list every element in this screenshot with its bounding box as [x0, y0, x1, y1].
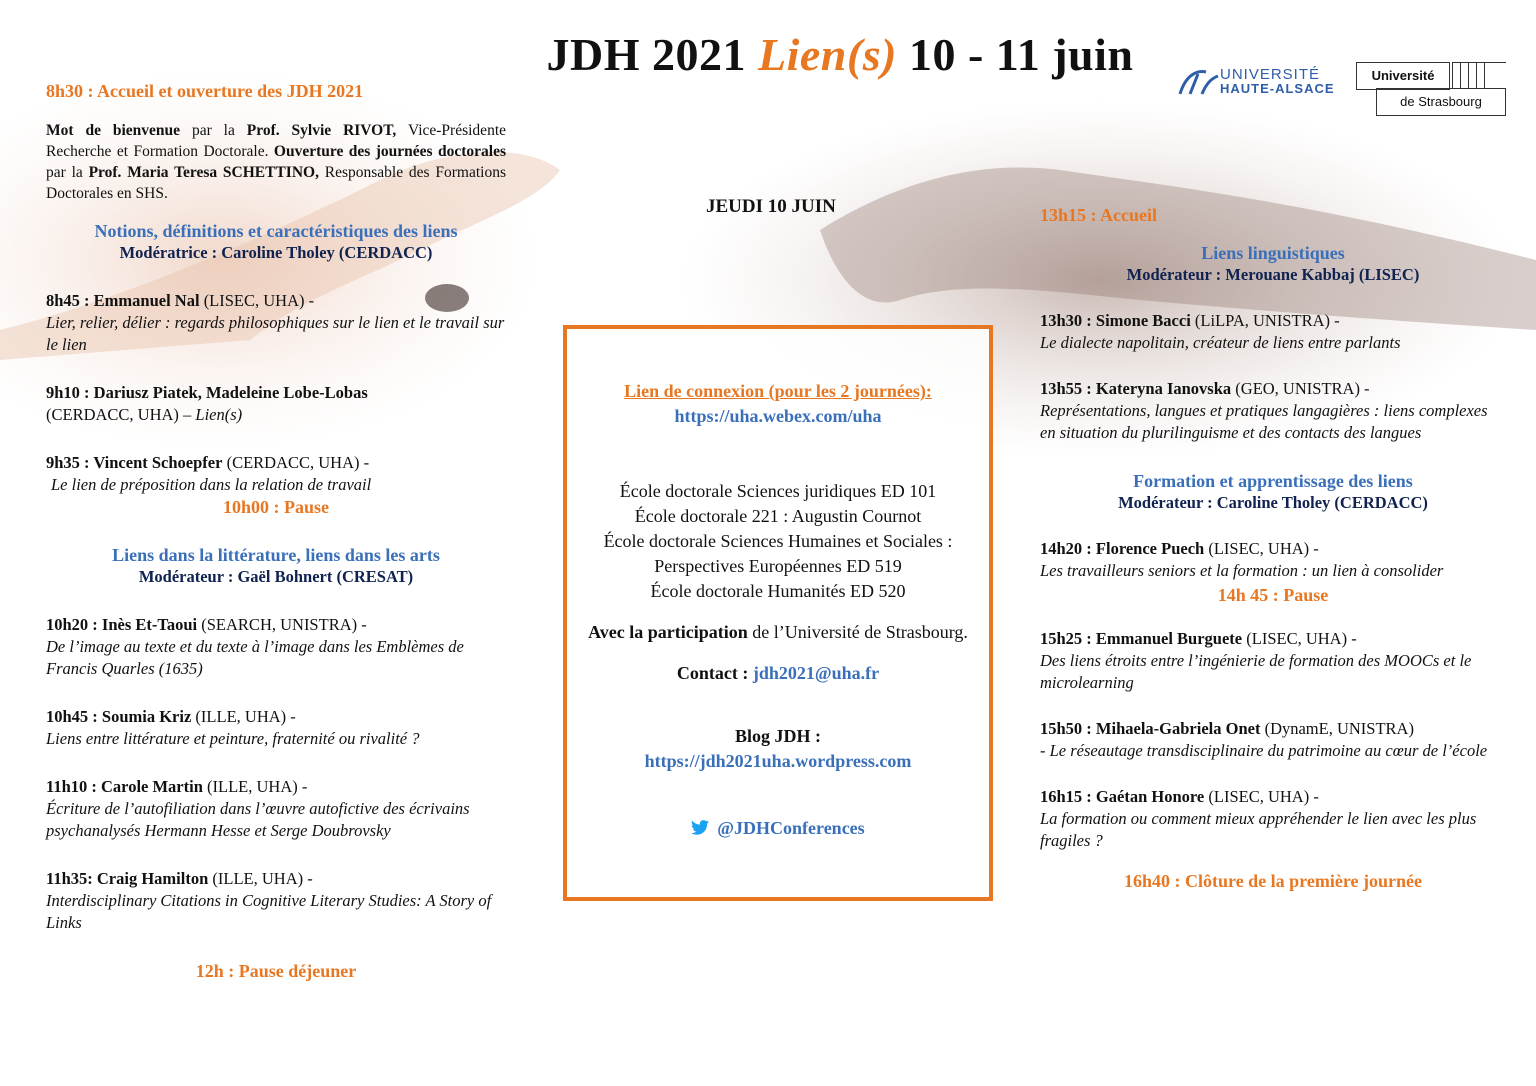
talk-item: 8h45 : Emmanuel Nal (LISEC, UHA) - Lier, relier, délier : regards philosophiques sur le lien et le travail sur le lien — [46, 291, 505, 354]
pause-slot: 10h00 : Pause — [222, 497, 329, 517]
session-moderator: Modérateur : Merouane Kabbaj (LISEC) — [1126, 265, 1420, 284]
right-column-program — [1040, 204, 1506, 892]
talk-item: 11h35: Craig Hamilton (ILLE, UHA) - Interdisciplinary Citations in Cognitive Literary Studies: A Story of Links — [46, 869, 492, 932]
session-title: Liens dans la littérature, liens dans les arts — [112, 545, 440, 565]
talk-item: 10h45 : Soumia Kriz (ILLE, UHA) - Liens entre littérature et peinture, fraternité ou rivalité ? — [46, 707, 420, 748]
doctoral-schools: École doctorale Sciences juridiques ED 101 École doctorale 221 : Augustin Cournot École doctorale Sciences Humaines et Sociales : Perspectives Européennes ED 519 École doctorale Humanités ED 520 — [603, 481, 953, 601]
logo-universite-de-strasbourg: Université de Strasbourg — [1356, 62, 1506, 116]
page-title: JDH 2021 Lien(s) 10 - 11 juin — [546, 29, 1134, 80]
closing-slot: 16h40 : Clôture de la première journée — [1124, 871, 1422, 891]
connection-link-heading: Lien de connexion (pour les 2 journées): — [624, 381, 932, 401]
session-moderator: Modérateur : Caroline Tholey (CERDACC) — [1118, 493, 1428, 512]
blog-link[interactable]: https://jdh2021uha.wordpress.com — [644, 751, 912, 771]
talk-item: 13h55 : Kateryna Ianovska (GEO, UNISTRA) - Représentations, langues et pratiques langagières : liens complexes en situation du plurilinguisme et des contacts des langues — [1040, 379, 1488, 442]
talk-item: 11h10 : Carole Martin (ILLE, UHA) - Écriture de l’autofiliation dans l’œuvre autofictive des écrivains psychanalysés Hermann Hesse et Serge Doubrovsky — [46, 777, 470, 840]
left-column-program — [46, 80, 506, 982]
pause-slot: 14h 45 : Pause — [1217, 585, 1329, 605]
lunch-slot: 12h : Pause déjeuner — [195, 961, 357, 981]
session-moderator: Modérateur : Gaël Bohnert (CRESAT) — [138, 567, 414, 586]
session-title: Liens linguistiques — [1201, 243, 1345, 263]
contact-line: Contact : jdh2021@uha.fr — [676, 663, 880, 683]
talk-item: 9h35 : Vincent Schoepfer (CERDACC, UHA) - Le lien de préposition dans la relation de travail — [46, 453, 372, 494]
talk-item: 14h20 : Florence Puech (LISEC, UHA) - Les travailleurs seniors et la formation : un lien à consolider — [1040, 539, 1444, 580]
info-box — [563, 325, 993, 901]
talk-item: 15h50 : Mihaela-Gabriela Onet (DynamE, UNISTRA) - Le réseautage transdisciplinaire du patrimoine au cœur de l’école — [1040, 719, 1488, 760]
participation-note: Avec la participation de l’Université de Strasbourg. — [588, 622, 968, 642]
twitter-handle[interactable]: @JDHConferences — [567, 816, 989, 841]
logo-universite-haute-alsace: UNIVERSITÉ HAUTE-ALSACE — [1176, 64, 1348, 100]
session-moderator: Modératrice : Caroline Tholey (CERDACC) — [119, 243, 433, 262]
talk-item: 16h15 : Gaétan Honore (LISEC, UHA) - La formation ou comment mieux appréhender le lien avec les plus fragiles ? — [1040, 787, 1477, 850]
webex-link[interactable]: https://uha.webex.com/uha — [674, 406, 882, 426]
talk-item: 10h20 : Inès Et-Taoui (SEARCH, UNISTRA) - De l’image au texte et du texte à l’image dans les Emblèmes de Francis Quarles (1635) — [46, 615, 464, 678]
session-title: Notions, définitions et caractéristiques des liens — [94, 221, 458, 241]
session-title: Formation et apprentissage des liens — [1133, 471, 1413, 491]
uha-emblem-icon — [1176, 64, 1220, 100]
welcome-intro: Mot de bienvenue par la Prof. Sylvie RIVOT, Vice-Présidente Recherche et Formation Doctorale. Ouverture des journées doctorales par la Prof. Maria Teresa SCHETTINO, Responsable des Formations Doctorales en SHS. — [46, 122, 507, 202]
blog-label: Blog JDH : — [734, 726, 821, 746]
twitter-bird-icon — [691, 820, 709, 835]
contact-email-link[interactable]: jdh2021@uha.fr — [752, 663, 880, 683]
opening-slot: 8h30 : Accueil et ouverture des JDH 2021 — [46, 81, 364, 101]
welcome-slot: 13h15 : Accueil — [1040, 205, 1157, 225]
talk-item: 13h30 : Simone Bacci (LiLPA, UNISTRA) - Le dialecte napolitain, créateur de liens entre parlants — [1040, 311, 1401, 352]
talk-item: 15h25 : Emmanuel Burguete (LISEC, UHA) - Des liens étroits entre l’ingénierie de formation des MOOCs et le microlearning — [1040, 629, 1472, 692]
talk-item: 9h10 : Dariusz Piatek, Madeleine Lobe-Lobas (CERDACC, UHA) – Lien(s) — [46, 383, 368, 424]
day-label: JEUDI 10 JUIN — [706, 196, 836, 217]
